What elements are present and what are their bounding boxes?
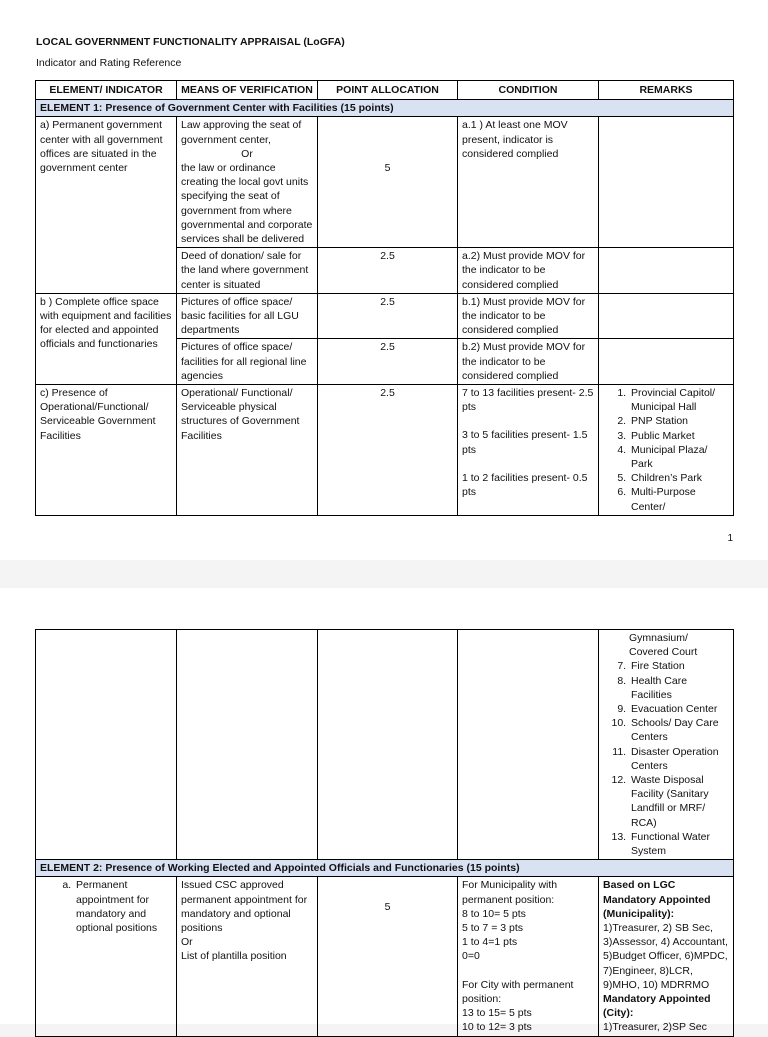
column-header: REMARKS <box>599 81 734 100</box>
condition-line: 8 to 10= 5 pts <box>462 907 526 920</box>
condition-line: 1 to 4=1 pts <box>462 936 518 949</box>
table-row <box>36 385 734 516</box>
list-item: 7. Fire Station <box>629 659 729 673</box>
verification-text: the law or ordinance creating the local govt units specifying the seat of government from where governmental and corporate services shall be delivered <box>181 162 313 246</box>
facilities-list <box>603 386 729 514</box>
condition-line: 10 to 12= 3 pts <box>462 1021 532 1034</box>
list-item: 2. PNP Station <box>629 414 729 428</box>
table-row <box>36 293 734 339</box>
table-row <box>36 630 734 860</box>
verification-cell <box>177 877 318 1036</box>
condition-line: For City with permanent position: <box>462 978 574 1005</box>
indicator-list <box>40 878 172 935</box>
points-cell: 5 <box>318 877 458 1036</box>
remarks-heading: Based on LGC Mandatory Appointed (Municipality): <box>603 879 711 920</box>
points-cell: 2.5 <box>318 293 458 339</box>
list-item-continued: Gymnasium/ Covered Court <box>629 632 698 659</box>
points-cell: 2.5 <box>318 385 458 516</box>
remarks-heading: Mandatory Appointed (City): <box>603 993 711 1020</box>
remarks-cell <box>599 385 734 516</box>
remarks-cell <box>599 117 734 248</box>
remarks-cell <box>599 339 734 385</box>
condition-line: 5 to 7 = 3 pts <box>462 922 524 935</box>
list-item: 8. Health Care Facilities <box>629 674 729 702</box>
page-number: 1 <box>727 533 733 544</box>
or-text: Or <box>181 936 193 949</box>
indicator-cell: a) Permanent government center with all government offices are situated in the government center <box>36 117 177 293</box>
list-item: 5. Children’s Park <box>629 471 729 485</box>
condition-line: 7 to 13 facilities present- 2.5 pts <box>462 387 594 414</box>
table-row <box>36 877 734 1036</box>
list-item: 12. Waste Disposal Facility (Sanitary Landfill or MRF/ RCA) <box>629 773 729 830</box>
points-cell: 2.5 <box>318 339 458 385</box>
remarks-cell <box>599 630 734 860</box>
remarks-cell <box>599 877 734 1036</box>
remarks-text: 1)Treasurer, 2) SB Sec, 3)Assessor, 4) Accountant, 5)Budget Officer, 6)MPDC, 7)Engineer, 8)LCR, 9)MHO, 10) MDRRMO <box>603 922 728 991</box>
list-item: 10. Schools/ Day Care Centers <box>629 716 729 744</box>
condition-cell: b.1) Must provide MOV for the indicator to be considered complied <box>458 293 599 339</box>
verification-text: List of plantilla position <box>181 950 287 963</box>
points-cell: 2.5 <box>318 248 458 294</box>
verification-cell: Operational/ Functional/ Serviceable physical structures of Government Facilities <box>177 385 318 516</box>
rating-table-page-2 <box>35 629 734 1037</box>
verification-cell: Deed of donation/ sale for the land where government center is situated <box>177 248 318 294</box>
column-header: ELEMENT/ INDICATOR <box>36 81 177 100</box>
facilities-list <box>603 659 729 858</box>
verification-text: Law approving the seat of government center, <box>181 119 302 146</box>
list-item: 4. Municipal Plaza/ Park <box>629 443 729 471</box>
condition-cell: b.2) Must provide MOV for the indicator to be considered complied <box>458 339 599 385</box>
verification-cell: Pictures of office space/ basic facilities for all LGU departments <box>177 293 318 339</box>
condition-line: 1 to 2 facilities present- 0.5 pts <box>462 471 588 499</box>
list-item: 9. Evacuation Center <box>629 702 729 716</box>
list-item: 13. Functional Water System <box>629 830 729 858</box>
condition-line: 13 to 15= 5 pts <box>462 1007 532 1020</box>
column-header: POINT ALLOCATION <box>318 81 458 100</box>
element-1-heading: ELEMENT 1: Presence of Government Center with Facilities (15 points) <box>36 100 734 117</box>
rating-table-page-1 <box>35 80 734 516</box>
column-header: CONDITION <box>458 81 599 100</box>
table-header-row <box>36 81 734 100</box>
document-title: LOCAL GOVERNMENT FUNCTIONALITY APPRAISAL (LoGFA) <box>36 36 345 48</box>
condition-cell: a.2) Must provide MOV for the indicator to be considered complied <box>458 248 599 294</box>
list-item: a. Permanent appointment for mandatory and optional positions <box>74 878 172 935</box>
remarks-cell <box>599 248 734 294</box>
indicator-cell: c) Presence of Operational/Functional/ Serviceable Government Facilities <box>36 385 177 516</box>
list-item: 11. Disaster Operation Centers <box>629 745 729 773</box>
column-header: MEANS OF VERIFICATION <box>177 81 318 100</box>
element-heading-row <box>36 100 734 117</box>
indicator-cell: b ) Complete office space with equipment and facilities for elected and appointed officials and functionaries <box>36 293 177 384</box>
condition-line: 0=0 <box>462 950 480 963</box>
verification-cell <box>177 117 318 248</box>
element-2-heading: ELEMENT 2: Presence of Working Elected and Appointed Officials and Functionaries (15 points) <box>36 860 734 877</box>
condition-line: 3 to 5 facilities present- 1.5 pts <box>462 429 588 456</box>
condition-cell <box>458 877 599 1036</box>
list-item: 6. Multi-Purpose Center/ <box>629 485 729 513</box>
remarks-text: 1)Treasurer, 2)SP Sec <box>603 1021 707 1034</box>
element-heading-row <box>36 860 734 877</box>
list-item: 1. Provincial Capitol/ Municipal Hall <box>629 386 729 414</box>
condition-cell: a.1 ) At least one MOV present, indicator is considered complied <box>458 117 599 248</box>
indicator-cell <box>36 877 177 1036</box>
condition-cell <box>458 385 599 516</box>
document-subtitle: Indicator and Rating Reference <box>36 57 182 69</box>
table-row <box>36 117 734 248</box>
points-cell: 5 <box>318 117 458 248</box>
verification-text: Issued CSC approved permanent appointment for mandatory and optional positions <box>181 879 308 935</box>
list-item: 3. Public Market <box>629 429 729 443</box>
or-text: Or <box>241 147 253 160</box>
verification-cell: Pictures of office space/ facilities for all regional line agencies <box>177 339 318 385</box>
remarks-cell <box>599 293 734 339</box>
condition-line: For Municipality with permanent position: <box>462 879 558 906</box>
